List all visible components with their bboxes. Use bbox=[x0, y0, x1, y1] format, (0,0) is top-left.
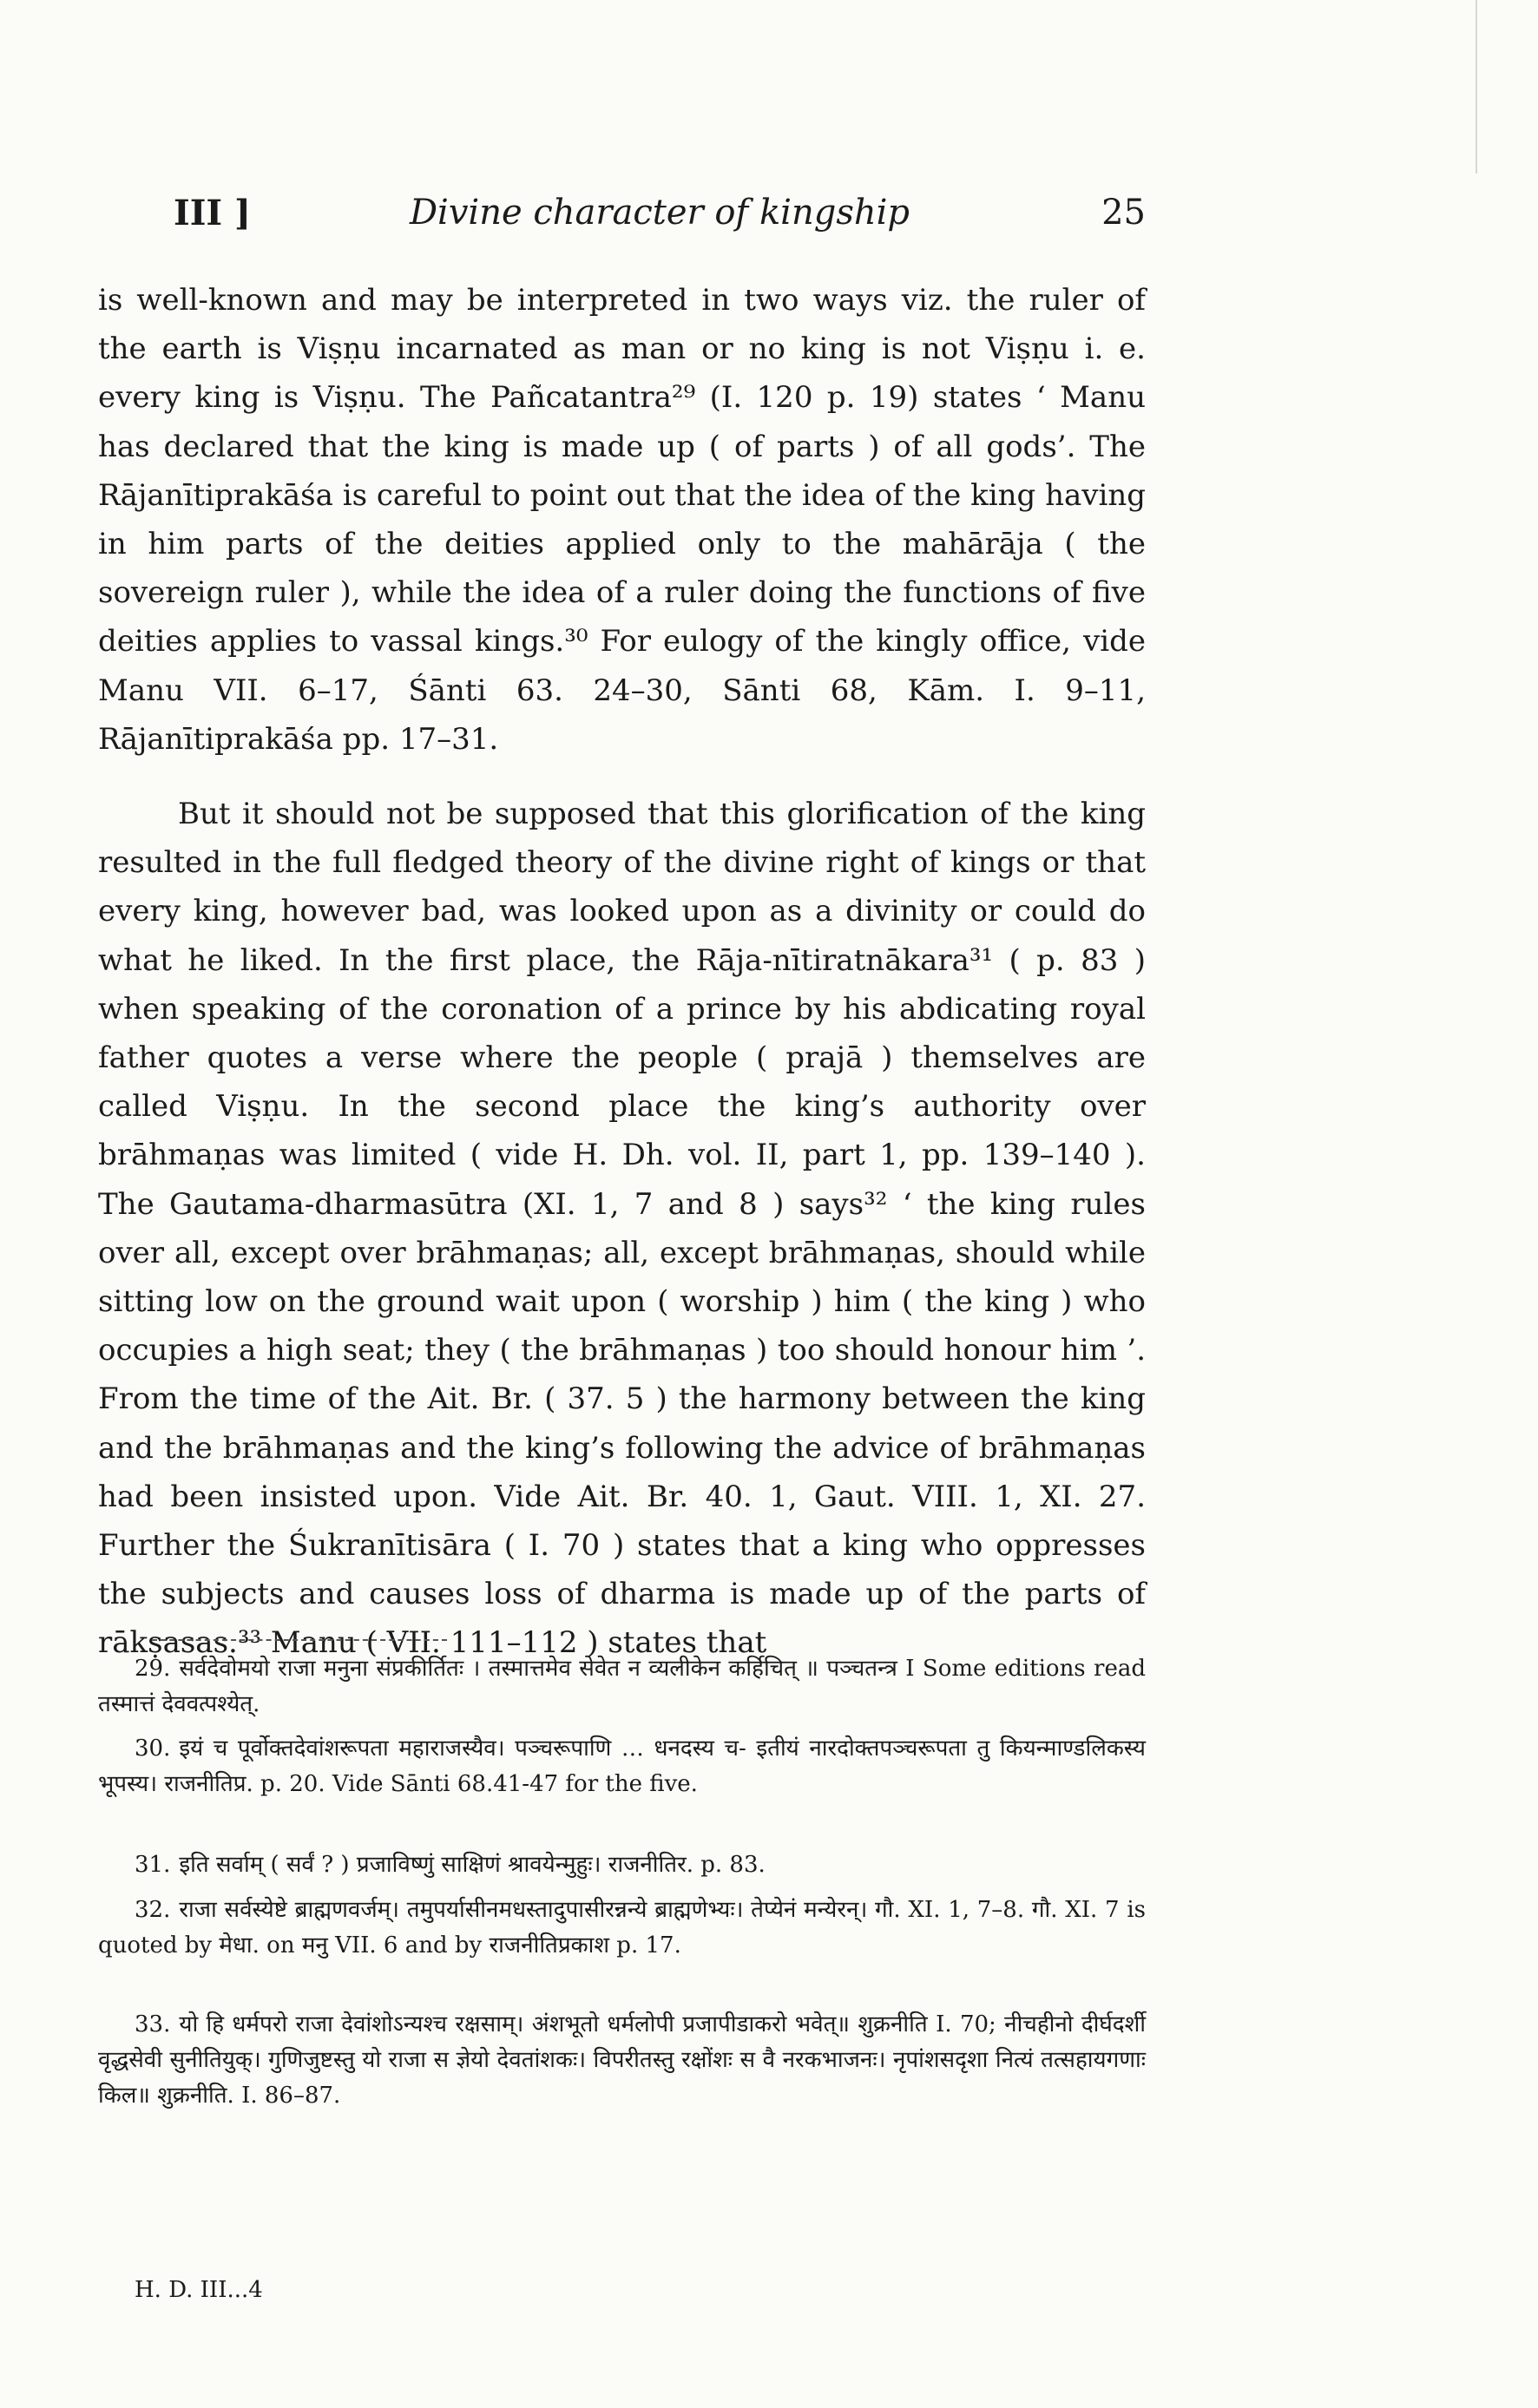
footnote-number: 33. bbox=[135, 2011, 171, 2037]
footnote-text: इयं च पूर्वोक्तदेवांशरूपता महाराजस्यैव। पञ्चरूपाणि … धनदस्य च- इतीयं नारदोक्तपञ्चरूपता तु कियन्माण्डलिकस्य भूपस्य। राजनीतिप्र. p. 20. Vide Sānti 68.41-47 for the five. bbox=[98, 1735, 1146, 1797]
footnote-31 bbox=[98, 1847, 1146, 1883]
running-header bbox=[174, 193, 1146, 245]
footnote-number: 31. bbox=[135, 1852, 171, 1878]
footnote-number: 29. bbox=[135, 1656, 171, 1682]
signature-mark: H. D. III...4 bbox=[135, 2277, 263, 2303]
chapter-number: III ] bbox=[174, 193, 251, 233]
paragraph: is well-known and may be interpreted in two ways viz. the ruler of the earth is Viṣṇu incarnated as man or no king is not Viṣṇu i. e. every king is Viṣṇu. The Pañcatantra²⁹ (I. 120 p. 19) states ‘ Manu has declared that the king is made up ( of parts ) of all gods’. The Rājanītiprakāśa is careful to point out that the idea of the king having in him parts of the deities applied only to the mahārāja ( the sovereign ruler ), while the idea of a ruler doing the functions of five deities applies to vassal kings.³⁰ For eulogy of the kingly office, vide Manu VII. 6–17, Śānti 63. 24–30, Sānti 68, Kām. I. 9–11, Rājanītiprakāśa pp. 17–31. bbox=[98, 283, 1146, 757]
footnote-number: 32. bbox=[135, 1897, 171, 1923]
body-text bbox=[98, 276, 1146, 1668]
footnote-text: यो हि धर्मपरो राजा देवांशोऽन्यश्च रक्षसाम्। अंशभूतो धर्मलोपी प्रजापीडाकरो भवेत्॥ शुक्रनीति I. 70; नीचहीनो दीर्घदर्शी वृद्धसेवी सुनीतियुक्। गुणिजुष्टस्तु यो राजा स ज्ञेयो देवतांशकः। विपरीतस्तु रक्षोंशः स वै नरकभाजनः। नृपांशसदृशा नित्यं तत्सहायगणाः किल॥ शुक्रनीति. I. 86–87. bbox=[98, 2011, 1146, 2109]
footnote-text: सर्वदेवोमयो राजा मनुना संप्रकीर्तितः । तस्मात्तमेव सेवेत न व्यलीकेन कर्हिचित् ॥ पञ्चतन्त्र I Some editions read तस्मात्तं देववत्पश्येत्. bbox=[98, 1656, 1146, 1717]
footnote-separator bbox=[152, 1639, 447, 1641]
footnote-32 bbox=[98, 1893, 1146, 1964]
footnote-number: 30. bbox=[135, 1735, 171, 1762]
page-edge-line bbox=[1476, 0, 1477, 174]
footnote-33 bbox=[98, 2007, 1146, 2114]
footnote-30 bbox=[98, 1731, 1146, 1802]
footnote-text: राजा सर्वस्येष्टे ब्राह्मणवर्जम्। तमुपर्यासीनमधस्तादुपासीरन्नन्ये ब्राह्मणेभ्यः। तेप्येनं मन्येरन्। गौ. XI. 1, 7–8. गौ. XI. 7 is quoted by मेधा. on मनु VII. 6 and by राजनीतिप्रकाश p. 17. bbox=[98, 1897, 1146, 1959]
page-number: 25 bbox=[1101, 193, 1146, 233]
running-title: Divine character of kingship bbox=[409, 193, 910, 233]
paragraph: But it should not be supposed that this glorification of the king resulted in the full fledged theory of the divine right of kings or that every king, however bad, was looked upon as a divinity or could do what he liked. In the first place, the Rāja-nītiratnākara³¹ ( p. 83 ) when speaking of the coronation of a prince by his abdicating royal father quotes a verse where the people ( prajā ) themselves are called Viṣṇu. In the second place the king’s authority over brāhmaṇas was limited ( vide H. Dh. vol. II, part 1, pp. 139–140 ). The Gautama-dharmasūtra (XI. 1, 7 and 8 ) says³² ‘ the king rules over all, except over brāhmaṇas; all, except brāhmaṇas, should while sitting low on the ground wait upon ( worship ) him ( the king ) who occupies a high seat; they ( the brāhmaṇas ) too should honour him ’. From the time of the Ait. Br. ( 37. 5 ) the harmony between the king and the brāhmaṇas and the king’s following the advice of brāhmaṇas had been insisted upon. Vide Ait. Br. 40. 1, Gaut. VIII. 1, XI. 27. Further the Śukranītisāra ( I. 70 ) states that a king who oppresses the subjects and causes loss of dharma is made up of the parts of rākṣasas.³³ Manu ( VII. 111–112 ) states that bbox=[98, 797, 1146, 1661]
footnote-29 bbox=[98, 1651, 1146, 1722]
footnote-text: इति सर्वाम् ( सर्वं ? ) प्रजाविष्णुं साक्षिणं श्रावयेन्मुहुः। राजनीतिर. p. 83. bbox=[179, 1852, 766, 1878]
